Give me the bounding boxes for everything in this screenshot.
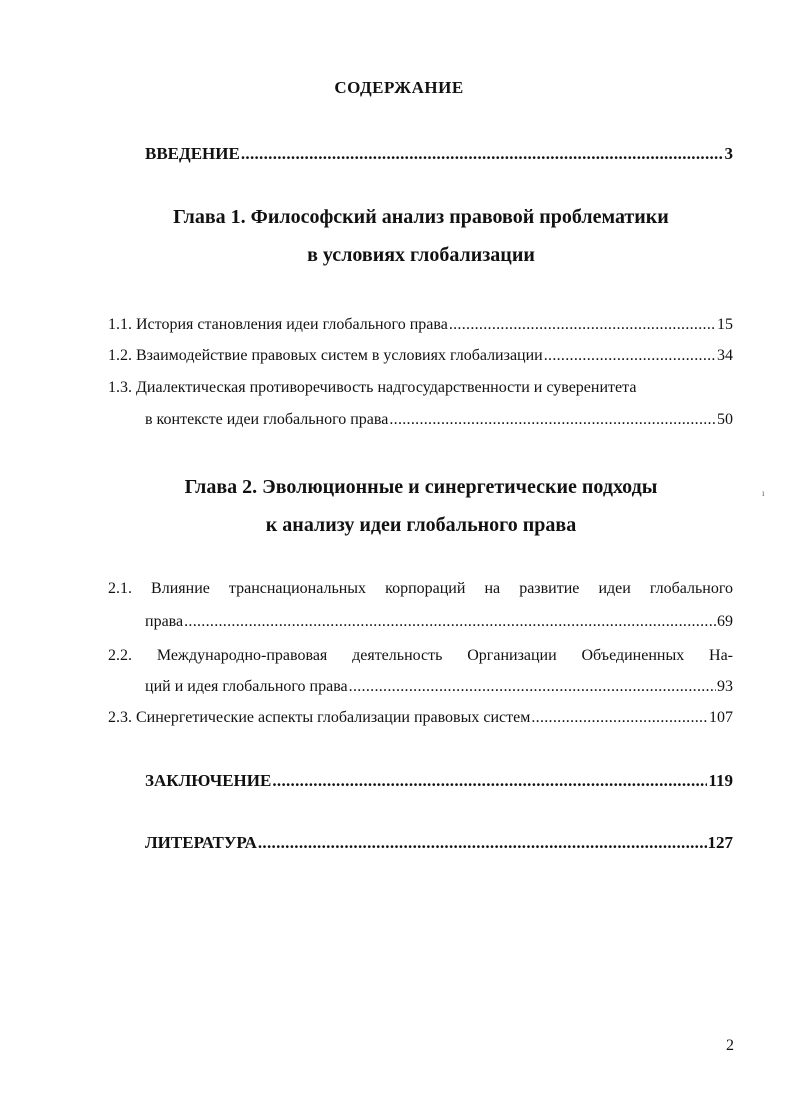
dot-leader xyxy=(449,316,716,334)
toc-entry-2-2[interactable] xyxy=(145,678,733,696)
toc-entry-label: ЗАКЛЮЧЕНИЕ xyxy=(145,771,272,790)
page-number: 2 xyxy=(726,1037,734,1054)
toc-entry-2-3[interactable] xyxy=(108,709,733,727)
toc-entry-conclusion[interactable] xyxy=(145,771,733,791)
dot-leader xyxy=(241,144,724,164)
toc-entry-label: 1.1. История становления идеи глобального права xyxy=(108,316,448,333)
dot-leader xyxy=(258,833,707,853)
toc-entry-page: 107 xyxy=(709,709,733,726)
dot-leader xyxy=(349,678,716,696)
toc-entry-intro[interactable] xyxy=(145,144,733,164)
scan-mark: ı xyxy=(762,488,765,498)
toc-entry-1-3-line1[interactable]: 1.3. Диалектическая противоречивость надгосударственности и суверенитета xyxy=(108,379,637,396)
toc-entry-2-1-line1[interactable]: 2.1. Влияние транснациональных корпораций на развитие идеи глобального xyxy=(108,580,733,597)
toc-entry-label: 2.3. Синергетические аспекты глобализации правовых систем xyxy=(108,709,531,726)
chapter-2-title-line1: Глава 2. Эволюционные и синергетические подходы xyxy=(184,476,658,498)
toc-entry-page: 93 xyxy=(717,678,733,695)
toc-entry-label: ций и идея глобального права xyxy=(145,678,348,695)
toc-entry-label: права xyxy=(145,613,184,630)
toc-title: СОДЕРЖАНИЕ xyxy=(334,78,464,97)
toc-entry-label: ЛИТЕРАТУРА xyxy=(145,833,257,852)
toc-entry-1-3[interactable] xyxy=(145,411,733,429)
chapter-2-title-line2: к анализу идеи глобального права xyxy=(265,514,577,536)
toc-entry-label: в контексте идеи глобального права xyxy=(145,411,389,428)
toc-entry-1-2[interactable] xyxy=(108,347,733,365)
toc-entry-2-1[interactable] xyxy=(145,613,733,631)
toc-entry-1-1[interactable] xyxy=(108,316,733,334)
toc-entry-label: ВВЕДЕНИЕ xyxy=(145,144,240,163)
toc-entry-page: 50 xyxy=(717,411,733,428)
toc-entry-literature[interactable] xyxy=(145,833,733,853)
dot-leader xyxy=(389,411,716,429)
chapter-1-title-line2: в условиях глобализации xyxy=(307,244,535,266)
toc-entry-page: 34 xyxy=(717,347,733,364)
toc-entry-label: 1.2. Взаимодействие правовых систем в условиях глобализации xyxy=(108,347,543,364)
dot-leader xyxy=(272,771,707,791)
toc-entry-2-2-line1[interactable]: 2.2. Международно-правовая деятельность Организации Объединенных На- xyxy=(108,647,733,664)
toc-entry-page: 127 xyxy=(707,833,733,852)
chapter-1-title-line1: Глава 1. Философский анализ правовой проблематики xyxy=(173,206,669,228)
dot-leader xyxy=(531,709,708,727)
dot-leader xyxy=(184,613,716,631)
toc-entry-page: 119 xyxy=(708,771,733,790)
toc-entry-page: 69 xyxy=(717,613,733,630)
toc-entry-page: 3 xyxy=(724,144,733,163)
toc-entry-page: 15 xyxy=(717,316,733,333)
dot-leader xyxy=(544,347,716,365)
